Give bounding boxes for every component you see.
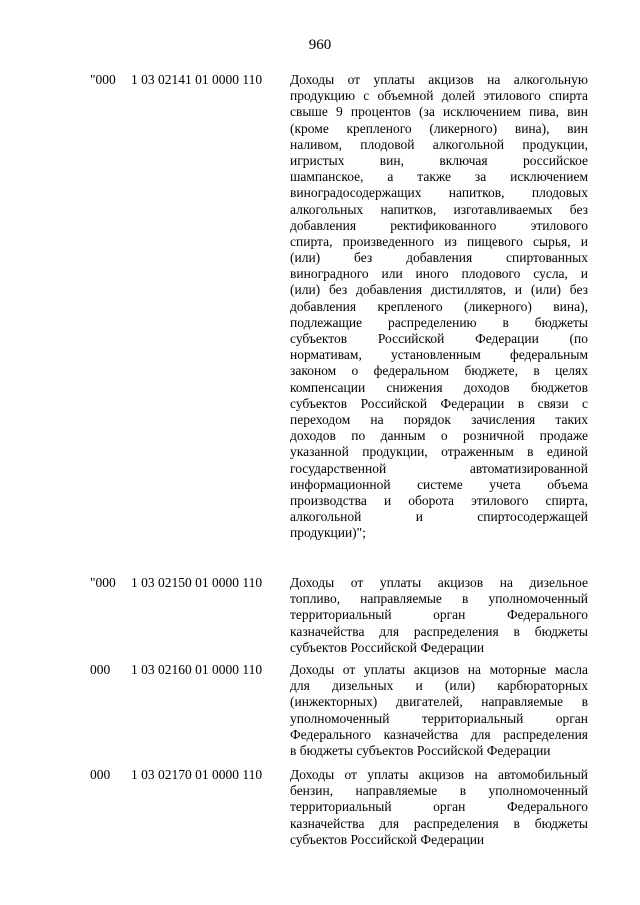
row-prefix: "000 [90, 72, 116, 87]
description-line: производства и оборота этилового спирта, [290, 492, 588, 508]
description-line: субъектов Российской Федерации (по [290, 331, 588, 346]
description-line: добавления крепленого (ликерного) вина), [290, 298, 588, 314]
description-line: продукцию с объемной долей этилового спирта [290, 88, 588, 104]
description-line: территориальный орган Федерального [290, 607, 588, 623]
description-line: подлежащие распределению в бюджеты [290, 314, 588, 330]
description-line: наливом, плодовой алкогольной продукции, [290, 136, 588, 152]
description-line: виноградного или иного плодового сусла, и [290, 266, 588, 282]
description-line: виноградосодержащих напитков, плодовых [290, 185, 588, 201]
page-number: 960 [308, 37, 332, 53]
budget-code: 1 03 02141 01 0000 110 [131, 72, 263, 87]
description-line: Доходы от уплаты акцизов на автомобильный [290, 767, 588, 782]
description-line: территориальный орган Федерального [290, 799, 588, 815]
row-prefix: "000 [90, 575, 116, 590]
income-description [290, 662, 588, 759]
budget-code: 1 03 02160 01 0000 110 [131, 662, 263, 677]
description-line: добавления ректификованного этилового [290, 217, 588, 233]
description-line: (инжекторных) двигателей, направляемые в [290, 694, 588, 710]
description-line: казначейства для распределения в бюджеты [290, 623, 588, 639]
description-line: спирта, произведенного из пищевого сырья, и [290, 233, 588, 249]
description-line: алкогольных напитков, изготавливаемых без [290, 201, 588, 217]
description-line: Доходы от уплаты акцизов на дизельное [290, 575, 588, 590]
description-line: государственной автоматизированной [290, 460, 588, 476]
description-line: переходом на порядок зачисления таких [290, 411, 588, 427]
description-line: свыше 9 процентов (за исключением пива, вин [290, 104, 588, 120]
description-line: Федерального казначейства для распределения [290, 726, 588, 742]
description-line: нормативам, установленным федеральным [290, 347, 588, 363]
income-description [290, 72, 588, 541]
description-line: шампанское, а также за исключением [290, 169, 588, 185]
description-line: бензин, направляемые в уполномоченный [290, 783, 588, 799]
description-line: продукции)"; [290, 525, 366, 541]
description-line: в бюджеты субъектов Российской Федерации [290, 742, 551, 758]
description-line: алкогольной и спиртосодержащей [290, 509, 588, 525]
description-line: субъектов Российской Федерации в связи с [290, 395, 588, 411]
description-line: компенсации снижения доходов бюджетов [290, 379, 588, 395]
budget-code: 1 03 02170 01 0000 110 [131, 767, 263, 782]
budget-code: 1 03 02150 01 0000 110 [131, 575, 263, 590]
description-line: игристых вин, включая российское [290, 152, 588, 168]
description-line: субъектов Российской Федерации [290, 831, 485, 847]
description-line: уполномоченный территориальный орган [290, 710, 588, 726]
description-line: Доходы от уплаты акцизов на моторные масла [290, 662, 588, 677]
description-line: (или) без добавления дистиллятов, и (или) без [290, 282, 588, 298]
description-line: (или) без добавления спиртованных [290, 250, 588, 266]
description-line: топливо, направляемые в уполномоченный [290, 591, 588, 607]
row-prefix: 000 [90, 662, 111, 677]
description-line: для дизельных и (или) карбюраторных [290, 678, 588, 694]
description-line: информационной системе учета объема [290, 476, 588, 492]
description-line: доходов по данным о розничной продаже [290, 428, 588, 444]
description-line: субъектов Российской Федерации [290, 639, 485, 655]
description-line: (кроме крепленого (ликерного) вина), вин [290, 120, 588, 136]
description-line: казначейства для распределения в бюджеты [290, 815, 588, 831]
income-description [290, 575, 588, 656]
description-line: законом о федеральном бюджете, в целях [290, 363, 588, 379]
description-line: Доходы от уплаты акцизов на алкогольную [290, 72, 588, 87]
description-line: указанной продукции, отраженным в единой [290, 444, 588, 460]
row-prefix: 000 [90, 767, 111, 782]
income-description [290, 767, 588, 848]
